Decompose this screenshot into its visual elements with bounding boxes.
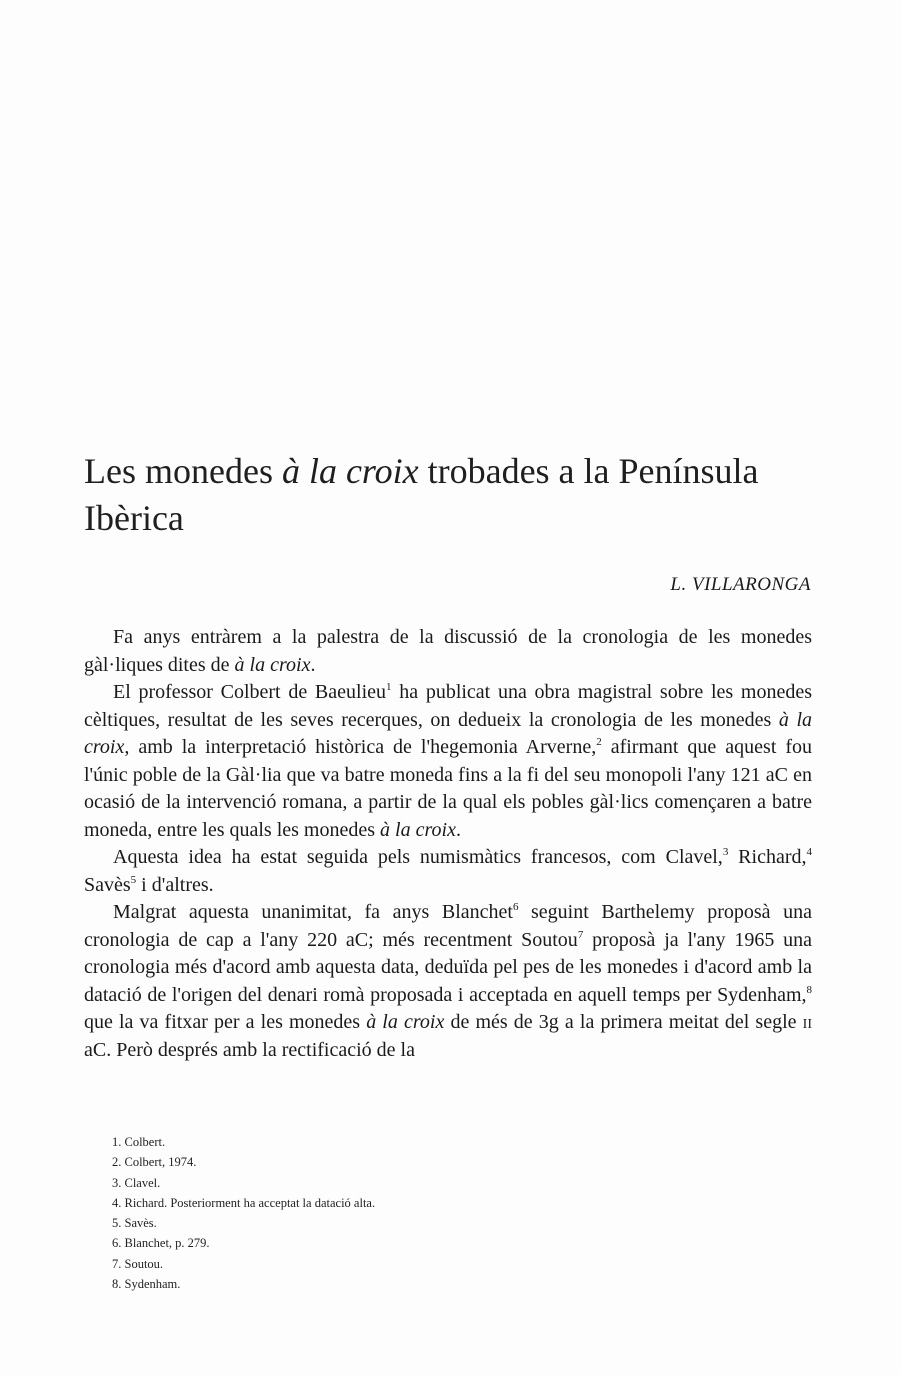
paragraph-2 <box>84 679 812 844</box>
footnote-6: 6. Blanchet, p. 279. <box>112 1236 210 1251</box>
text-run: El professor Colbert de Baeulieu <box>113 681 387 703</box>
title-italic-text: à la croix <box>281 451 419 491</box>
footnote-3: 3. Clavel. <box>112 1175 161 1190</box>
text-run: . <box>310 653 316 676</box>
text-run: i d'altres. <box>136 873 214 896</box>
text-run: . <box>455 818 461 841</box>
title-text-end: trobades a la Península Ibèrica <box>84 451 759 538</box>
text-run: aC. Però després amb la rectificació de la <box>84 1038 415 1061</box>
paragraph-3 <box>84 844 812 899</box>
text-run: ha publicat una obra magistral sobre les monedes cèltiques, resultat de les seves recerques, on dedueix la cronologia de les monedes <box>84 681 812 731</box>
footnotes <box>112 1132 375 1294</box>
text-run: proposà ja l'any 1965 una cronologia més d'acord amb aquesta data, deduïda pel pes de les monedes i d'acord amb la datació de l'origen del denari romà proposada i acceptada en aquell temps per Sydenham, <box>84 928 812 1006</box>
footnote-4: 4. Richard. Posteriorment ha acceptat la datació alta. <box>112 1195 376 1210</box>
roman-numeral: ii <box>802 1011 812 1033</box>
text-run: de més de 3g a la primera meitat del segle <box>444 1011 803 1033</box>
footnote-ref-1: 1 <box>386 681 392 693</box>
italic-run: à la croix <box>366 1011 445 1033</box>
text-run: afirmant que aquest fou l'únic poble de la Gàl·lia que va batre moneda fins a la fi del seu monopoli l'any 121 aC en ocasió de la intervenció romana, a partir de la qual els pobles gàl·lics començaren a batre moneda, entre les quals les monedes <box>84 736 813 841</box>
text-run: seguint Barthelemy proposà una cronologia de cap a l'any 220 aC; més recentment Soutou <box>84 901 812 951</box>
text-run: Fa anys entràrem a la palestra de la discussió de la cronologia de les monedes gàl·liques dites de <box>84 626 812 676</box>
text-run: , amb la interpretació històrica de l'hegemonia Arverne, <box>124 736 597 758</box>
footnote-ref-8: 8 <box>806 983 812 996</box>
footnote-8: 8. Sydenham. <box>112 1277 181 1292</box>
italic-run: à la croix <box>234 653 311 676</box>
text-run: que la va fitxar per a les monedes <box>84 1011 367 1033</box>
footnote-ref-2: 2 <box>596 736 602 748</box>
footnote-5: 5. Savès. <box>112 1216 157 1231</box>
text-run: Richard, <box>728 846 807 868</box>
footnote-2: 2. Colbert, 1974. <box>112 1155 197 1170</box>
footnote-7: 7. Soutou. <box>112 1256 164 1271</box>
footnote-ref-5: 5 <box>130 873 137 886</box>
footnote-ref-6: 6 <box>512 901 519 913</box>
paragraph-1 <box>84 624 812 679</box>
italic-run: à la croix <box>380 818 456 841</box>
italic-run: à la croix <box>84 708 813 758</box>
paragraph-4 <box>84 899 812 1064</box>
text-run: Savès <box>84 873 131 896</box>
article-body <box>84 624 812 1064</box>
footnote-ref-4: 4 <box>806 846 812 858</box>
footnote-ref-7: 7 <box>577 928 584 941</box>
footnote-ref-3: 3 <box>722 846 729 858</box>
text-run: Malgrat aquesta unanimitat, fa anys Blanchet <box>113 901 513 923</box>
text-run: Aquesta idea ha estat seguida pels numismàtics francesos, com Clavel, <box>113 846 723 868</box>
article-title <box>84 448 814 542</box>
footnote-1: 1. Colbert. <box>112 1135 166 1149</box>
author-name: L. VILLARONGA <box>670 574 811 595</box>
title-text: Les monedes <box>84 451 282 491</box>
